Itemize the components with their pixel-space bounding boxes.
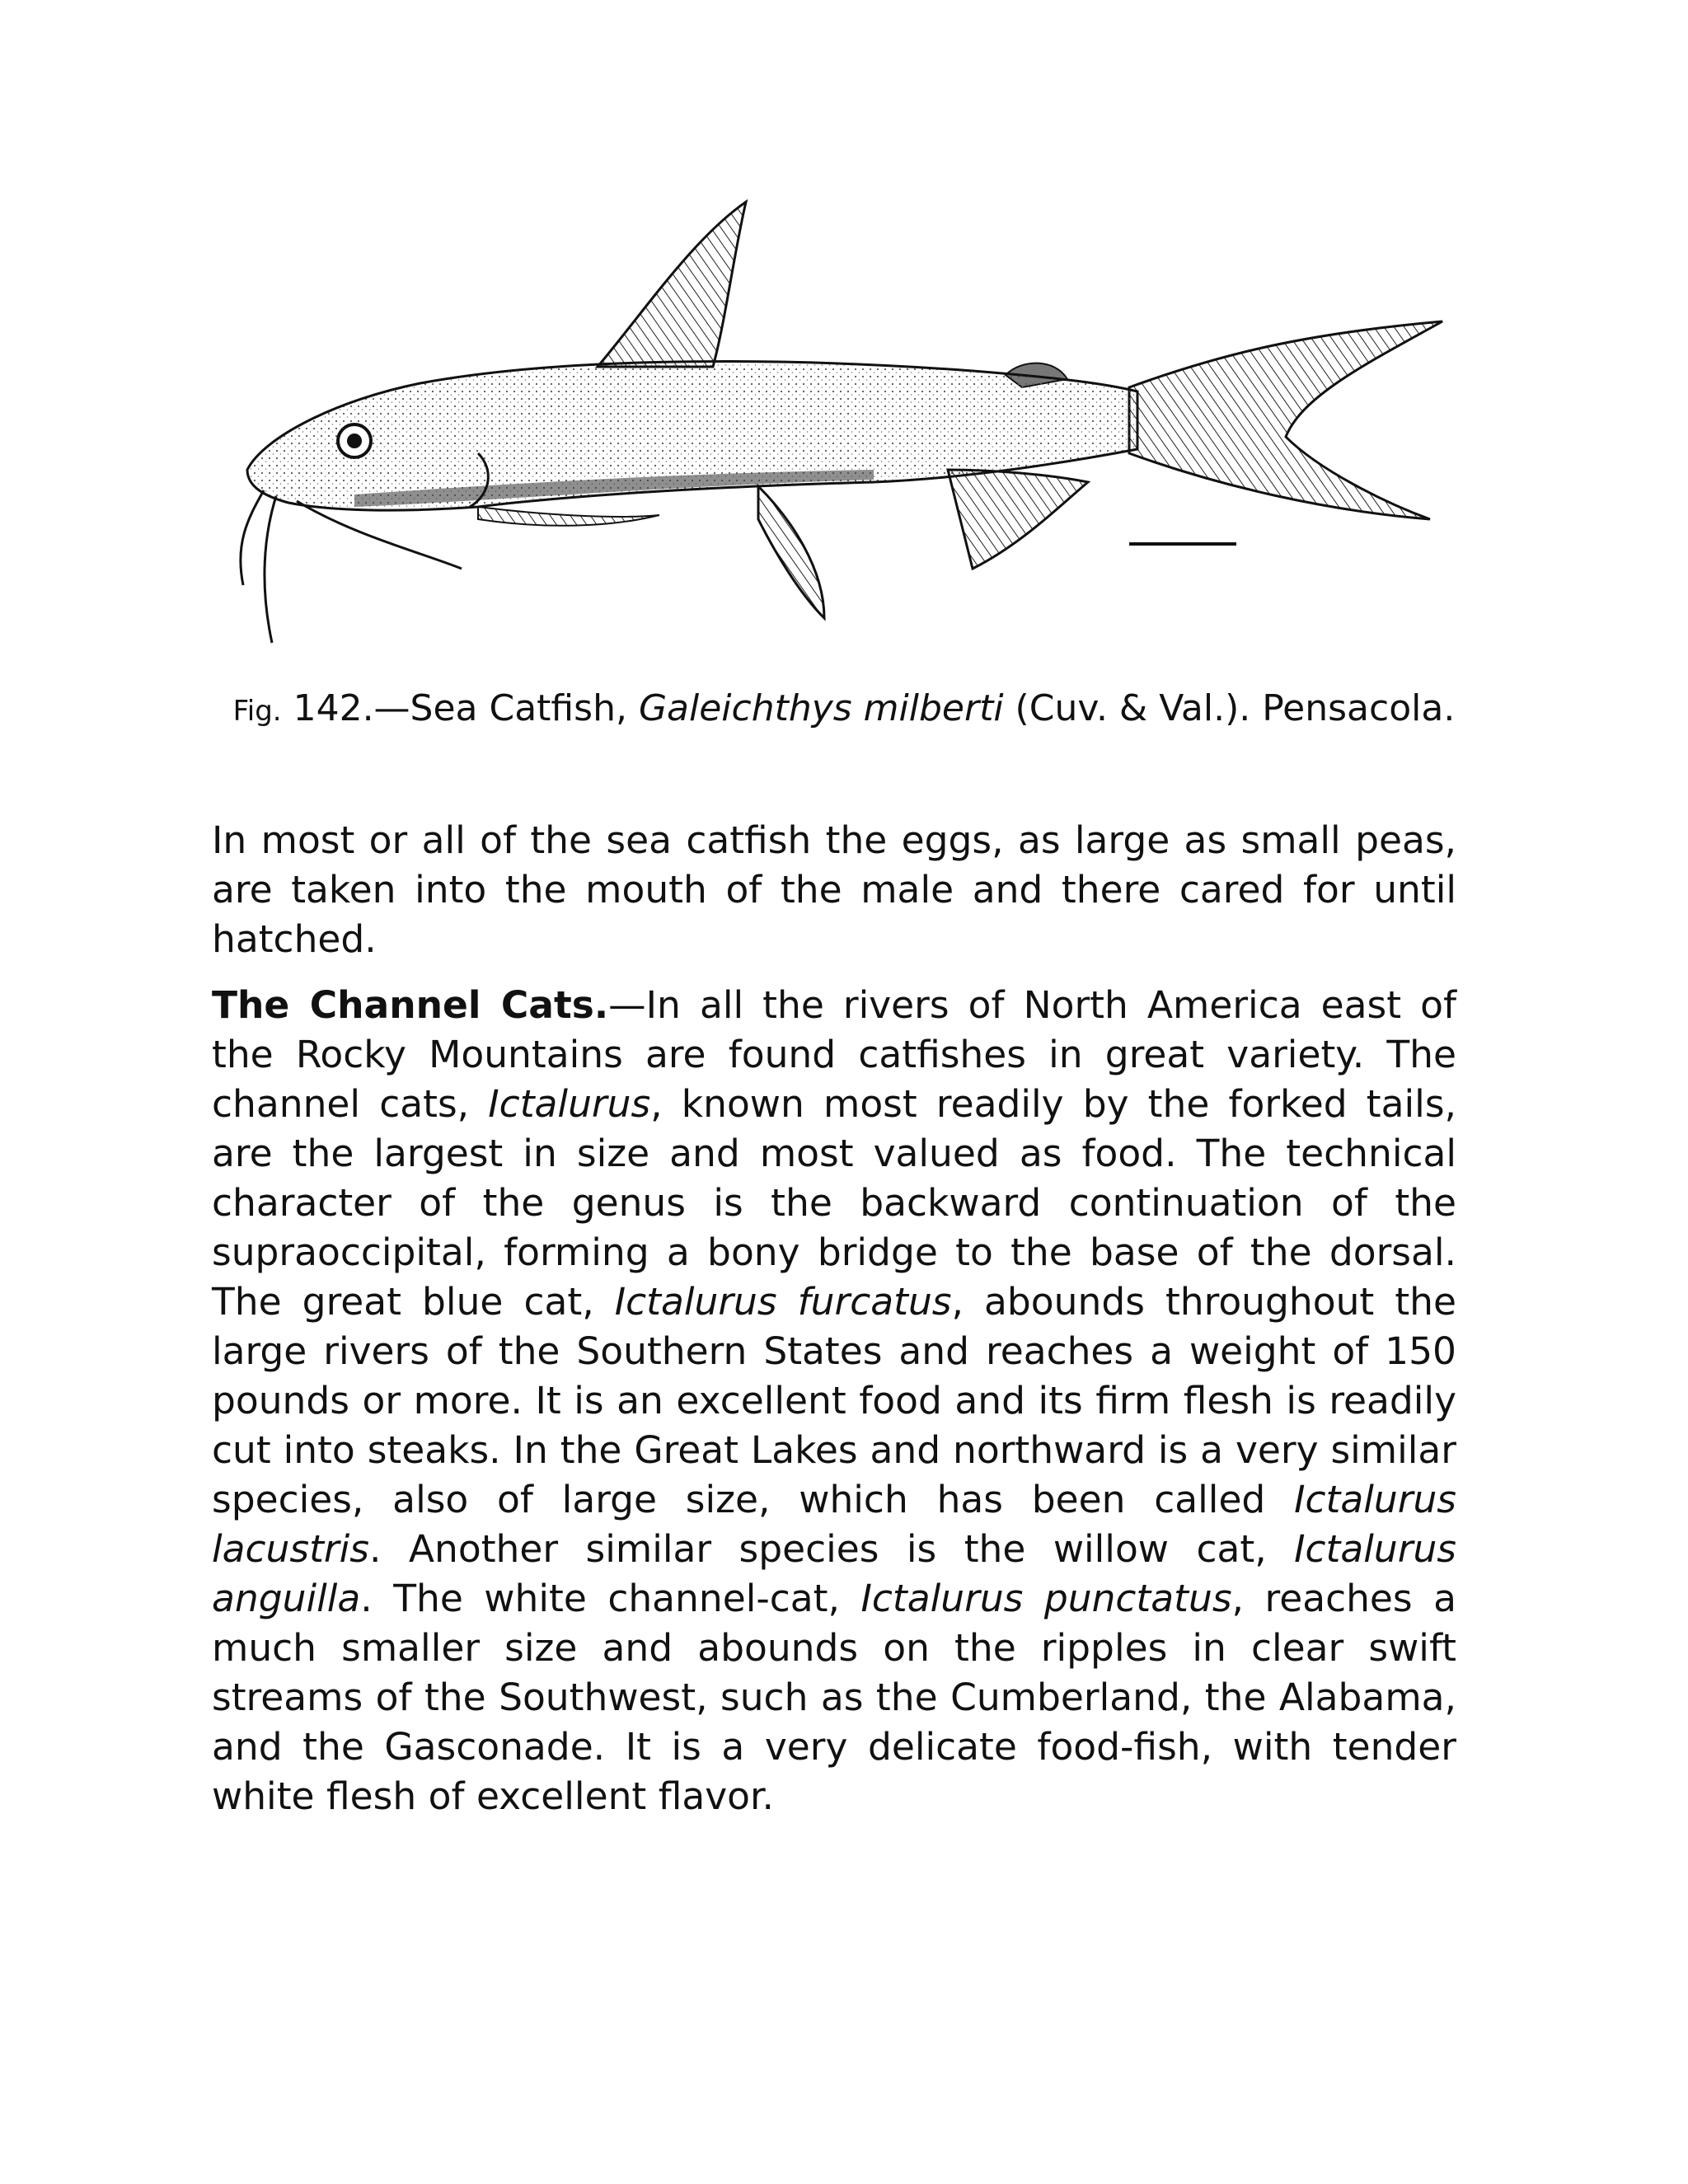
species-name: Ictalurus lacustris [212, 1478, 1456, 1571]
figure-authority: (Cuv. & Val.). Pensacola. [1003, 687, 1456, 729]
section-heading: The Channel Cats. [212, 983, 609, 1027]
figure-number: 142.—Sea Catfish, [281, 687, 639, 729]
text-span: , reaches a much smaller size and abounds on the ripples in clear swift streams of the Southwest, such as the Cumberland, the Alabama, and the Gasconade. It is a very delicate food-fish, with tender white flesh of excellent flavor. [212, 1577, 1457, 1818]
species-name: Ictalurus furcatus [614, 1280, 952, 1324]
text-span: . The white channel-cat, [360, 1577, 861, 1620]
paragraph-eggs: In most or all of the sea catfish the eggs, as large as small peas, are taken into the mouth of the male and there cared for until hatched. [212, 818, 1456, 961]
figure-label: Fig. [232, 695, 282, 728]
figure-species: Galeichthys milberti [638, 687, 1004, 729]
species-name: Ictalurus punctatus [860, 1577, 1232, 1620]
text-span: , abounds throughout the large rivers of the Southern States and reaches a weight of 150 pounds or more. It is an excellent food and its firm flesh is readily cut into steaks. In the Great Lakes and northward is a very similar species, also of large size, which has been called [212, 1280, 1456, 1521]
species-name: Ictalurus [488, 1082, 651, 1126]
sea-catfish-drawing [231, 190, 1451, 651]
figure-caption [0, 686, 1688, 734]
catfish-illustration [0, 0, 1688, 659]
paragraph-channel-cats [212, 981, 1456, 1821]
text-span: , known most readily by the forked tails, are the largest in size and most valued as food. The technical character of the genus is the backward continuation of the supraoccipital, forming a bony bridge to the base of the dorsal. The great blue cat, [212, 1082, 1456, 1324]
species-name: Ictalurus anguilla [212, 1527, 1456, 1620]
text-span: —In all the rivers of North America east of the Rocky Mountains are found catfishes in great variety. The channel cats, [212, 983, 1456, 1126]
text-span: . Another similar species is the willow cat, [368, 1527, 1295, 1571]
body-text [212, 816, 1456, 1838]
